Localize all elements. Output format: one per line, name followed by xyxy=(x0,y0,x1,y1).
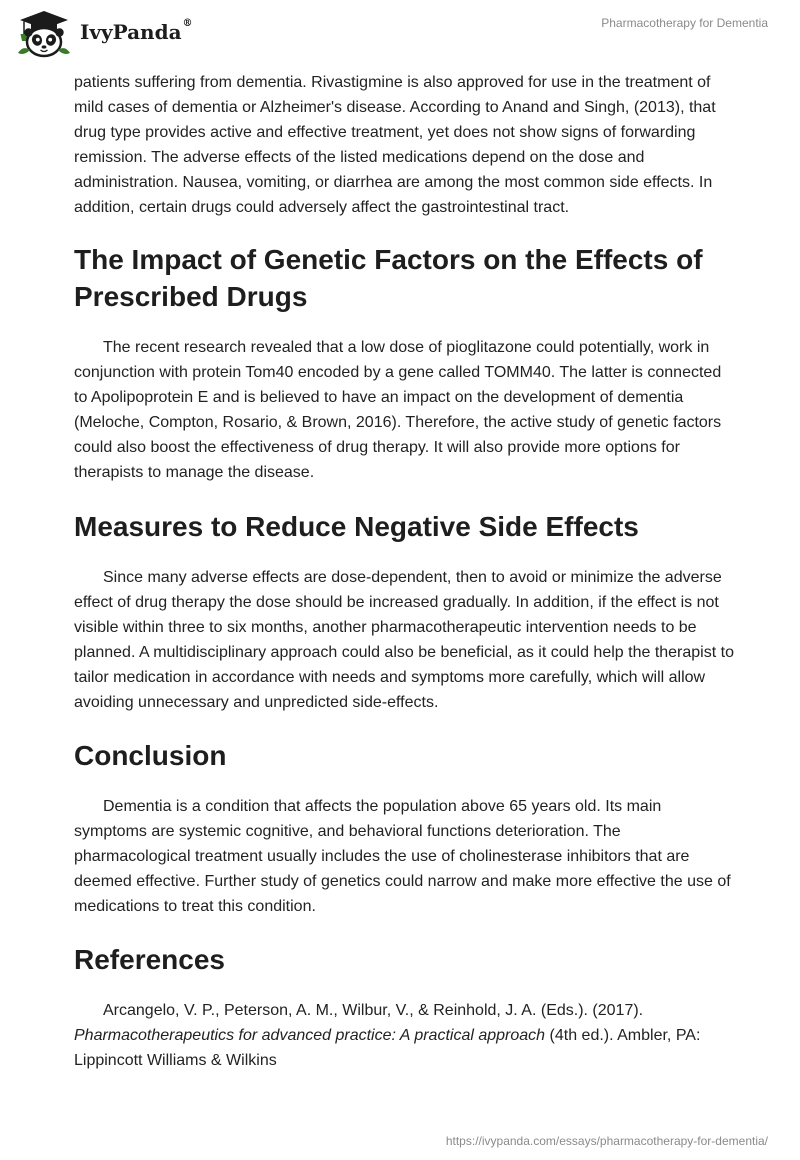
ivypanda-logo[interactable] xyxy=(14,8,214,60)
section-paragraph-conclusion: Dementia is a condition that affects the population above 65 years old. Its main symptoms are systemic cognitive, and behavioral functions deterioration. The pharmacological treatment usually includes the use of cholinesterase inhibitors that are deemed effective. Further study of genetics could narrow and make more effective the use of medications to treat this condition. xyxy=(74,798,731,915)
reference-details: (4th ed.). Ambler, PA: Lippincott Williams & Wilkins xyxy=(74,1027,701,1069)
section-heading-genetic-factors: The Impact of Genetic Factors on the Effects of Prescribed Drugs xyxy=(74,244,703,312)
reference-entry xyxy=(74,998,734,1073)
section-paragraph-side-effects: Since many adverse effects are dose-dependent, then to avoid or minimize the adverse effect of drug therapy the dose should be increased gradually. In addition, if the effect is not visible within three to six months, another pharmacotherapeutic intervention needs to be planned. A multidisciplinary approach could also be beneficial, as it could help the therapist to tailor medication in accordance with needs and symptoms more carefully, which will allow avoiding unnecessary and unpredicted side-effects. xyxy=(74,569,734,711)
brand-name-text: IvyPanda xyxy=(80,20,182,44)
section-paragraph-genetic-factors: The recent research revealed that a low dose of pioglitazone could potentially, work in conjunction with protein Tom40 encoded by a gene called TOMM40. The latter is connected to Apolipoprotein E and is believed to have an impact on the development of dementia (Meloche, Compton, Rosario, & Brown, 2016). Therefore, the active study of genetic factors could also boost the effectiveness of drug therapy. It will also provide more options for therapists to manage the disease. xyxy=(74,339,722,481)
intro-paragraph: patients suffering from dementia. Rivastigmine is also approved for use in the treatment of mild cases of dementia or Alzheimer's disease. According to Anand and Singh, (2013), that drug type provides active and effective treatment, yet does not show signs of forwarding remission. The adverse effects of the listed medications depend on the dose and administration. Nausea, vomiting, or diarrhea are among the most common side effects. In addition, certain drugs could adversely affect the gastrointestinal tract. xyxy=(74,74,716,216)
section-heading-side-effects: Measures to Reduce Negative Side Effects xyxy=(74,511,639,542)
document-title: Pharmacotherapy for Dementia xyxy=(601,16,768,30)
panda-graduation-cap-icon xyxy=(14,8,74,60)
brand-name xyxy=(80,20,193,44)
essay-content xyxy=(74,70,734,1073)
reference-authors: Arcangelo, V. P., Peterson, A. M., Wilbur, V., & Reinhold, J. A. (Eds.). (2017). xyxy=(103,1002,644,1019)
page-header xyxy=(0,0,800,70)
source-url[interactable]: https://ivypanda.com/essays/pharmacotherapy-for-dementia/ xyxy=(445,1134,768,1148)
section-heading-conclusion: Conclusion xyxy=(74,740,227,771)
references-heading: References xyxy=(74,944,225,975)
registered-mark: ® xyxy=(182,18,193,29)
reference-title: Pharmacotherapeutics for advanced practice: A practical approach xyxy=(74,1027,546,1044)
